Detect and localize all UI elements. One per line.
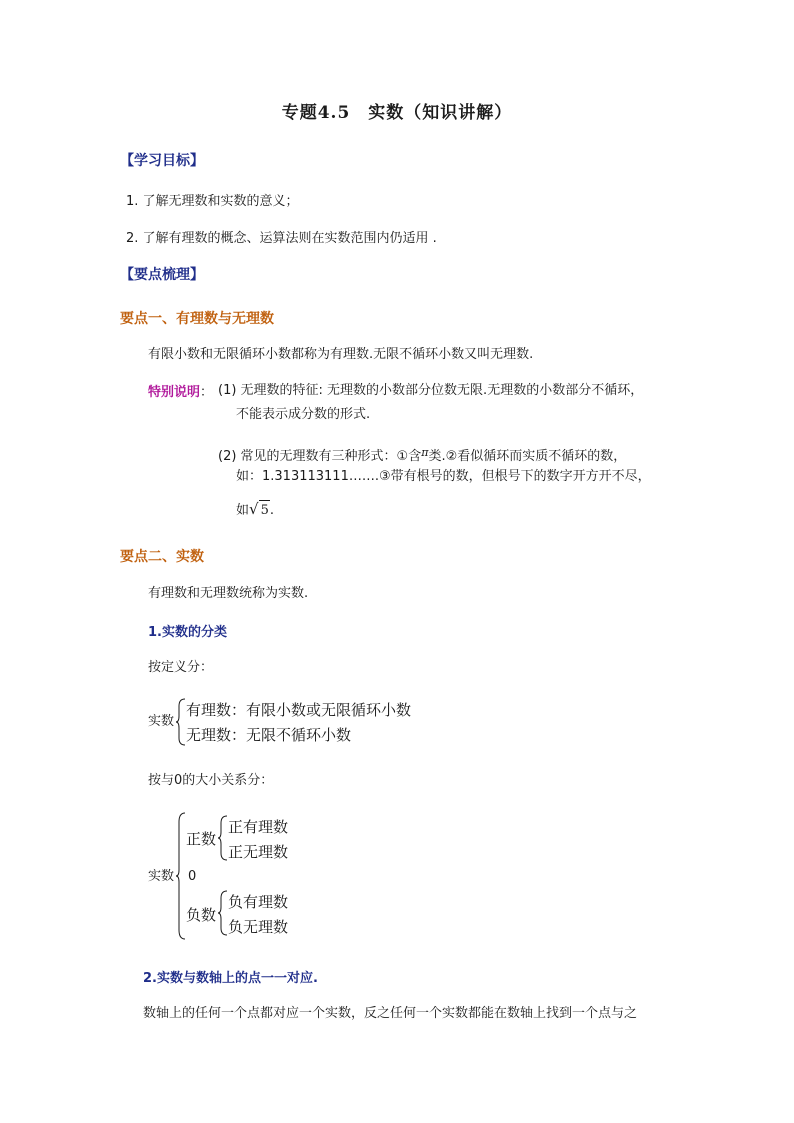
classify2-root: 实数 xyxy=(148,869,175,884)
positive-irrational: 正无理数 xyxy=(228,843,289,861)
sub2-heading: 2.实数与数轴上的点一一对应. xyxy=(143,971,318,986)
negative-rational: 负有理数 xyxy=(228,893,289,911)
classify1-rational: 有理数：有限小数或无限循环小数 xyxy=(186,701,412,719)
note2-line3-a: 如 xyxy=(236,503,250,518)
classify2-positive: 正数 xyxy=(186,830,217,848)
note2-line1-b: 类.②看似循环而实质不循环的数， xyxy=(428,449,627,464)
positive-rational: 正有理数 xyxy=(228,818,289,836)
point1-heading: 要点一、有理数与无理数 xyxy=(120,311,274,327)
page-title: 专题4.5 实数（知识讲解） xyxy=(281,103,513,123)
point1-definition: 有限小数和无限循环小数都称为有理数.无限不循环小数又叫无理数. xyxy=(148,347,534,362)
point2-heading: 要点二、实数 xyxy=(120,549,204,565)
brace-icon xyxy=(218,890,228,936)
by-zero-label: 按与0的大小关系分： xyxy=(148,773,274,788)
learning-goal-item: 1. 了解无理数和实数的意义； xyxy=(126,194,299,209)
brace-icon xyxy=(176,698,186,746)
special-colon: ： xyxy=(200,385,214,400)
special-note-label xyxy=(148,381,213,403)
by-definition-label: 按定义分： xyxy=(148,660,214,675)
negative-irrational: 负无理数 xyxy=(228,918,289,936)
classify2-zero: 0 xyxy=(188,869,197,884)
classify1-irrational: 无理数：无限不循环小数 xyxy=(186,726,352,744)
classify2-negative: 负数 xyxy=(186,906,217,924)
note2-line3 xyxy=(236,499,274,521)
learning-goals-heading: 【学习目标】 xyxy=(120,153,204,169)
note2-line3-b: . xyxy=(269,503,274,518)
sub1-heading: 1.实数的分类 xyxy=(148,625,227,640)
sqrt-radicand: 5 xyxy=(259,500,270,521)
sub2-text: 数轴上的任何一个点都对应一个实数，反之任何一个实数都能在数轴上找到一个点与之 xyxy=(143,1006,638,1021)
note1-line1: (1) 无理数的特征: 无理数的小数部分位数无限.无理数的小数部分不循环， xyxy=(218,383,644,398)
key-points-heading: 【要点梳理】 xyxy=(120,267,204,283)
sqrt-five: √ 5 xyxy=(249,499,270,521)
note1-line2: 不能表示成分数的形式. xyxy=(236,407,371,422)
special-label: 特别说明 xyxy=(148,385,201,400)
pi-symbol: π xyxy=(421,446,429,459)
note2-line1-a: (2) 常见的无理数有三种形式：①含 xyxy=(218,449,422,464)
classify1-root: 实数 xyxy=(148,714,175,729)
brace-icon xyxy=(176,812,186,940)
learning-goal-item: 2. 了解有理数的概念、运算法则在实数范围内仍适用 . xyxy=(126,231,437,246)
note2-line2: 如：1.313113111…….③带有根号的数，但根号下的数字开方开不尽， xyxy=(236,469,651,484)
note2-line1 xyxy=(218,443,626,467)
point2-definition: 有理数和无理数统称为实数. xyxy=(148,586,309,601)
brace-icon xyxy=(218,815,228,861)
